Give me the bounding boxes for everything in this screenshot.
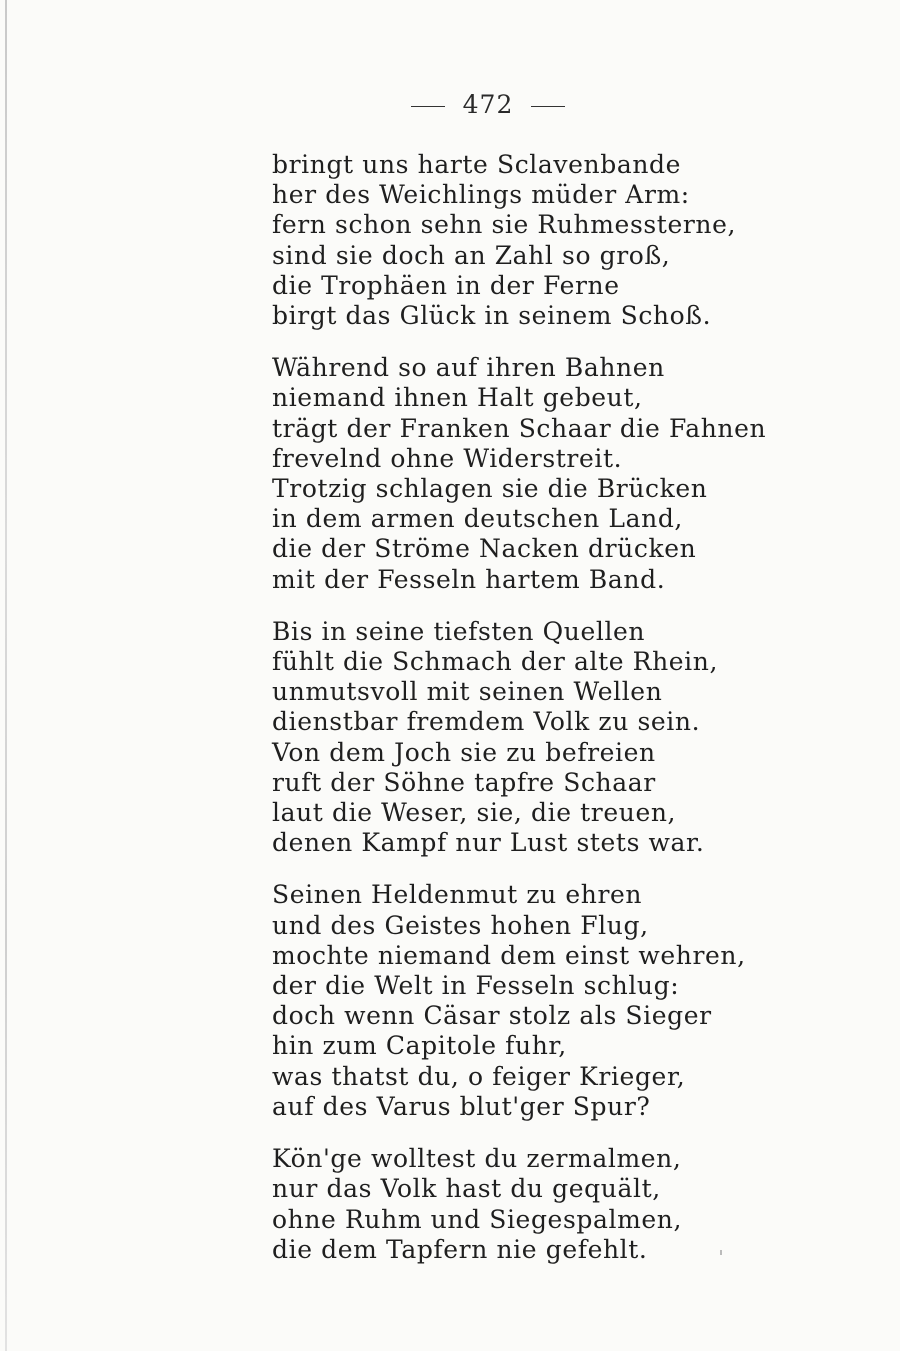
poem-line: mochte niemand dem einst wehren, (272, 940, 746, 970)
poem-line: Seinen Heldenmut zu ehren (272, 880, 643, 910)
poem-line: Von dem Joch sie zu befreien (272, 737, 656, 767)
poem-line: sind sie doch an Zahl so groß, (272, 240, 671, 270)
poem-text (272, 150, 872, 1287)
page-edge-shadow (5, 0, 7, 1351)
poem-line: bringt uns harte Sclavenbande (272, 150, 682, 179)
poem-line: Während so auf ihren Bahnen (272, 353, 665, 383)
poem-line: Kön'ge wolltest du zermalmen, (272, 1144, 682, 1174)
poem-line: dienstbar fremdem Volk zu sein. (272, 707, 701, 737)
poem-line: trägt der Franken Schaar die Fahnen (272, 413, 767, 443)
poem-line: niemand ihnen Halt gebeut, (272, 383, 643, 413)
poem-line: Bis in seine tiefsten Quellen (272, 616, 646, 646)
poem-line: hin zum Capitole fuhr, (272, 1031, 567, 1061)
poem-line: her des Weichlings müder Arm: (272, 180, 690, 210)
stanza-3 (272, 617, 872, 859)
stanza-2 (272, 353, 872, 595)
poem-line: unmutsvoll mit seinen Wellen (272, 677, 663, 707)
poem-line: doch wenn Cäsar stolz als Sieger (272, 1001, 712, 1031)
page-number: 472 (462, 90, 514, 119)
stanza-1 (272, 150, 872, 331)
poem-line: laut die Weser, sie, die treuen, (272, 798, 677, 828)
poem-line: was thatst du, o feiger Krieger, (272, 1061, 686, 1091)
poem-line: denen Kampf nur Lust stets war. (272, 828, 705, 858)
poem-line: mit der Fesseln hartem Band. (272, 564, 666, 594)
poem-line: die dem Tapfern nie gefehlt. (272, 1234, 648, 1264)
poem-line: frevelnd ohne Widerstreit. (272, 443, 623, 473)
poem-line: und des Geistes hohen Flug, (272, 910, 649, 940)
page-number-header (0, 90, 900, 119)
poem-line: ruft der Söhne tapfre Schaar (272, 767, 656, 797)
poem-line: fühlt die Schmach der alte Rhein, (272, 647, 719, 677)
right-dash (531, 106, 565, 108)
left-dash (411, 106, 445, 108)
poem-line: die der Ströme Nacken drücken (272, 534, 697, 564)
poem-line: birgt das Glück in seinem Schoß. (272, 301, 712, 331)
poem-line: die Trophäen in der Ferne (272, 270, 620, 300)
poem-line: nur das Volk hast du gequält, (272, 1174, 661, 1204)
stanza-5 (272, 1144, 872, 1265)
poem-line: in dem armen deutschen Land, (272, 504, 683, 534)
poem-line: auf des Varus blut'ger Spur? (272, 1091, 651, 1121)
poem-line: Trotzig schlagen sie die Brücken (272, 474, 708, 504)
paper-speck (720, 1250, 722, 1255)
poem-line: ohne Ruhm und Siegespalmen, (272, 1204, 683, 1234)
stanza-4 (272, 880, 872, 1122)
poem-line: der die Welt in Fesseln schlug: (272, 971, 680, 1001)
poem-line: fern schon sehn sie Ruhmessterne, (272, 210, 737, 240)
